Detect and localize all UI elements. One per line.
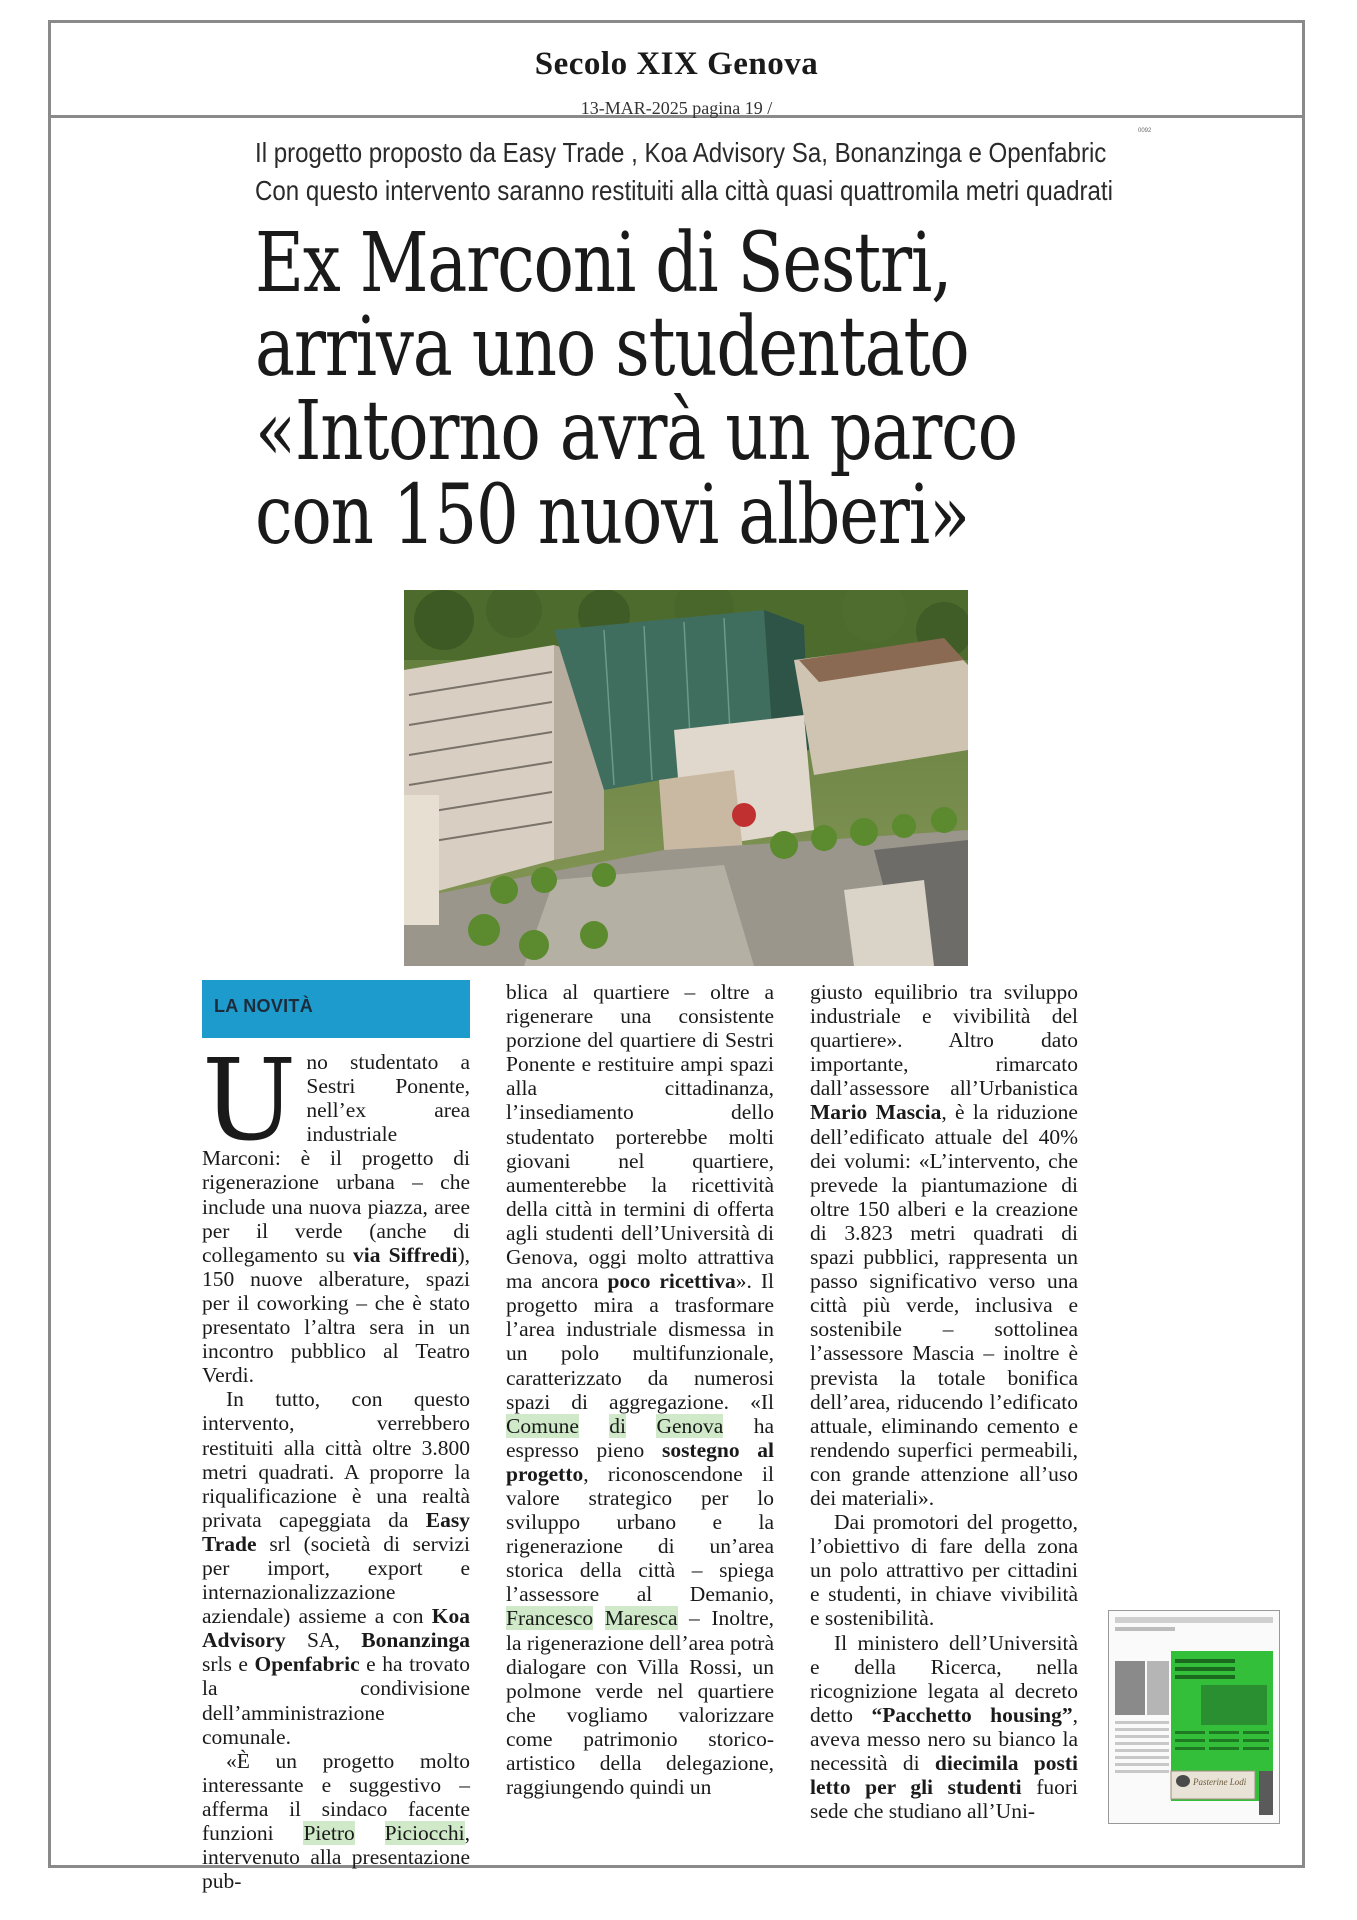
bold-run: Mario Mascia: [810, 1100, 942, 1125]
paragraph-continued: [810, 980, 1078, 1510]
paragraph-2: [202, 1387, 470, 1748]
article-column-3: [810, 980, 1078, 1823]
page-thumbnail: [1108, 1610, 1280, 1824]
clipping-header: [48, 20, 1305, 118]
text-run: , è la riduzione dell’edificato attuale del 40% dei volumi: «L’intervento, che prevede la piantumazione di oltre 150 alberi e la creazione di 3.823 metri quadrati di spazi pubblici, rappresenta un passo significativo verso una città più verde, inclusiva e sostenibile – sottolinea l’assessore Mascia – inoltre è prevista la totale bonifica dell’area, riducendo l’edificato attuale, eliminando cemento e rendendo superfici permeabili, con grande attenzione all’uso dei materiali».: [810, 1100, 1078, 1510]
bold-run: via Siffredi: [353, 1242, 458, 1267]
text-run: giusto equilibrio tra sviluppo industriale e vivibilità del quartiere». Altro dato importante, rimarcato dall’assessore all’Urbanistica: [810, 980, 1078, 1101]
paragraph-ministry: [810, 1631, 1078, 1824]
text-run: , riconoscendone il valore strategico per lo sviluppo urbano e la rigenerazione di un’area storica della città – spiega l’assessore al Demanio,: [506, 1461, 774, 1607]
highlighted-name: Piciocchi: [384, 1821, 465, 1845]
text-run: fuori sede che studiano all’Uni-: [810, 1775, 1078, 1824]
highlighted-name: Pietro: [303, 1821, 355, 1845]
text-run: ), 150 nuove alberature, spazi per il coworking – che è stato presentato l’altra sera in un incontro pubblico al Teatro Verdi.: [202, 1242, 470, 1388]
highlighted-term: Genova: [656, 1413, 724, 1438]
publication-name: Secolo XIX Genova: [534, 46, 819, 82]
text-run: srls e: [202, 1652, 255, 1677]
headline-line-2: arriva uno studentato: [255, 300, 969, 395]
kicker-line-2: Con questo intervento saranno restituiti alla città quasi quattromila metri quadrati: [255, 175, 1113, 206]
text-run: «È un progetto molto interessante e suggestivo – afferma il sindaco facente funzioni: [202, 1748, 470, 1845]
text-run: blica al quartiere – oltre a rigenerare una consistente porzione del quartiere di Sestri Ponente e restituire ampi spazi alla cittadinanza, l’insediamento dello studentato porterebbe molti giovani nel quartiere, aumenterebbe la ricettività della città in termini di offerta agli studenti dell’Università di Genova, oggi molto attrattiva ma ancora: [506, 980, 774, 1294]
project-rendering-image: [404, 590, 968, 966]
text-run: ha espresso pieno: [506, 1413, 775, 1462]
bold-run: Bonanzinga: [361, 1628, 470, 1653]
bold-run: diecimila posti letto per gli studenti: [810, 1751, 1078, 1800]
drop-cap: U: [202, 1050, 297, 1166]
bold-run: Openfabric: [254, 1652, 360, 1677]
paragraph-promoters: Dai promotori del progetto, l’obiettivo di fare della zona un polo attrattivo per cittadini e studenti, in chiave vivibilità e sostenibilità.: [810, 1510, 1078, 1631]
bold-run: sostegno al progetto: [506, 1437, 774, 1486]
text-run: srl (società di servizi per import, export e internazionalizzazione aziendale) assieme a con: [202, 1531, 470, 1629]
thumbnail-ad-text: Pasterine Lodi: [1193, 1777, 1247, 1787]
highlighted-term: di: [609, 1413, 627, 1438]
bold-run: Koa Advisory: [202, 1604, 470, 1653]
text-run: no studentato a Sestri Ponente, nell’ex area industriale Marconi: è il progetto di rigenerazione urbana – che include una nuova piazza, aree per il verde (anche di collegamento su: [202, 1050, 470, 1267]
article-column-1: [202, 980, 470, 1893]
text-run: In tutto, con questo intervento, verrebbero restituiti alla città oltre 3.800 metri quadrati. A proporre la riqualificazione è una realtà privata capeggiata da: [202, 1387, 470, 1532]
text-run: ». Il progetto mira a trasformare l’area industriale dismessa in un polo multifunzionale, caratterizzato da numerosi spazi di aggregazione. «Il: [506, 1269, 774, 1414]
text-run: , intervenuto alla presentazione pub-: [202, 1821, 470, 1894]
text-run: e ha trovato la condivisione dell’amministrazione comunale.: [202, 1652, 470, 1749]
highlighted-name: Maresca: [604, 1606, 678, 1631]
article-column-2: [506, 980, 774, 1799]
paragraph-continued: [506, 980, 774, 1799]
paragraph-3: [202, 1749, 470, 1894]
headline-line-4: con 150 nuovi alberi»: [255, 468, 969, 563]
text-run: – Inoltre, la rigenerazione dell’area potrà dialogare con Villa Rossi, un polmone verde nel quartiere che vogliamo valorizzare come patrimonio storico-artistico della delegazione, raggiungendo quindi un: [506, 1606, 775, 1800]
bold-run: “Pacchetto housing”: [871, 1702, 1073, 1727]
bold-run: poco ricettiva: [607, 1269, 736, 1294]
text-run: SA,: [285, 1628, 362, 1653]
section-label: LA NOVITÀ: [202, 980, 470, 1038]
highlighted-name: Francesco: [506, 1606, 594, 1631]
headline-line-3: «Intorno avrà un parco: [255, 384, 1017, 479]
text-run: Il ministero dell’Università e della Ricerca, nella ricognizione legata al decreto detto: [810, 1630, 1078, 1727]
headline-line-1: Ex Marconi di Sestri,: [255, 216, 952, 311]
lead-paragraph: [202, 1050, 470, 1387]
text-run: , aveva messo nero su bianco la necessità di: [810, 1702, 1078, 1775]
bold-run: Easy Trade: [202, 1507, 470, 1556]
highlighted-term: Comune: [506, 1413, 579, 1438]
publication-date-page: 13-MAR-2025 pagina 19 /: [580, 98, 773, 118]
kicker-line-1: Il progetto proposto da Easy Trade , Koa Advisory Sa, Bonanzinga e Openfabric: [255, 137, 1107, 168]
corner-mark: 0092: [1138, 128, 1152, 134]
